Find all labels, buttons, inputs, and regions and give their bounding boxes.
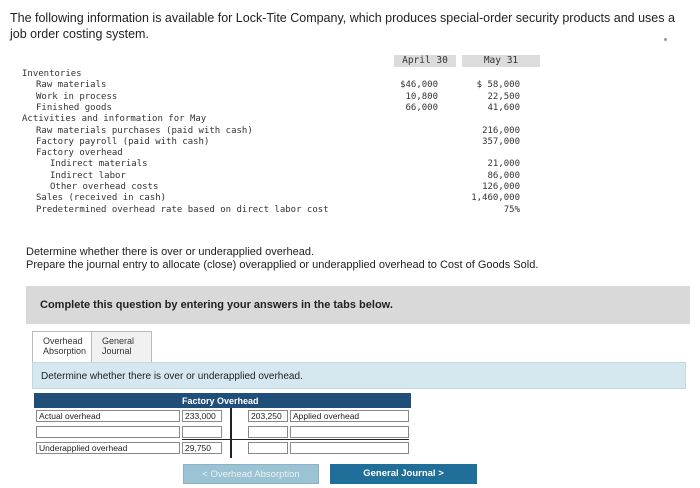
table-row-label: Sales (received in cash)	[36, 193, 167, 204]
table-row-label: Inventories	[22, 69, 82, 79]
page-marker-dot	[664, 38, 667, 41]
table-cell-may: 357,000	[482, 136, 520, 147]
table-cell-april: 66,000	[405, 102, 438, 113]
table-row-label: Work in process	[36, 91, 118, 102]
tab-overhead-absorption[interactable]	[32, 331, 92, 363]
t-account-title: Factory Overhead	[182, 396, 259, 406]
table-cell-april: 10,800	[405, 91, 438, 102]
table-row-label: Raw materials	[36, 80, 107, 91]
table-cell-may: 21,000	[487, 159, 520, 170]
problem-intro: The following information is available for Lock-Tite Company, which produces special-order security products and uses a job order costing system.	[10, 11, 675, 41]
tab-label-line1: Overhead	[43, 336, 83, 346]
tab-label-line1: General	[102, 336, 135, 346]
actual-overhead-label[interactable]: Actual overhead	[36, 410, 180, 422]
table-row-label: Finished goods	[36, 102, 112, 113]
table-row-label: Predetermined overhead rate based on direct labor cost	[36, 204, 329, 215]
empty-right-value[interactable]	[248, 426, 288, 438]
table-cell-may: 86,000	[487, 170, 520, 181]
underapplied-overhead-input[interactable]: 29,750	[182, 442, 222, 454]
table-cell-may: 75%	[503, 204, 520, 215]
table-row-label: Activities and information for May	[22, 114, 207, 125]
table-row-label: Other overhead costs	[50, 182, 159, 192]
table-cell-may: 41,600	[487, 102, 520, 113]
table-row-label: Factory payroll (paid with cash)	[36, 136, 210, 147]
col-header-april: April 30	[394, 55, 456, 67]
instructions-banner: Complete this question by entering your answers in the tabs below.	[26, 286, 690, 324]
prev-tab-button[interactable]: < Overhead Absorption	[183, 464, 319, 484]
table-cell-may: 216,000	[482, 125, 520, 136]
tab-general-journal[interactable]	[92, 331, 152, 363]
table-cell-may: 126,000	[482, 182, 520, 192]
task-line-2: Prepare the journal entry to allocate (close) overapplied or underapplied overhead to Cost of Goods Sold.	[26, 259, 539, 271]
table-row-label: Factory overhead	[36, 148, 123, 159]
tab-label-line2: Journal	[102, 346, 132, 356]
tab-bar	[32, 331, 152, 363]
factory-overhead-t-account	[34, 393, 411, 459]
underapplied-overhead-label[interactable]: Underapplied overhead	[36, 442, 180, 454]
empty-right-label[interactable]	[290, 426, 409, 438]
t-account-divider	[230, 408, 232, 458]
task-instructions	[26, 246, 626, 272]
empty-left-value[interactable]	[182, 426, 222, 438]
task-line-1: Determine whether there is over or underapplied overhead.	[26, 246, 314, 258]
next-tab-button[interactable]: General Journal >	[330, 464, 477, 484]
empty-left-label[interactable]	[36, 426, 180, 438]
question-panel: Determine whether there is over or underapplied overhead.	[32, 362, 686, 389]
empty-bottom-right-value[interactable]	[248, 442, 288, 454]
applied-overhead-label[interactable]: Applied overhead	[290, 410, 409, 422]
table-row-label: Indirect labor	[50, 170, 126, 181]
col-header-may: May 31	[462, 55, 540, 67]
t-account-total-line	[182, 439, 409, 440]
table-cell-may: $ 58,000	[476, 80, 520, 91]
table-row-label: Raw materials purchases (paid with cash)	[36, 125, 253, 136]
table-cell-april: $46,000	[400, 80, 438, 91]
applied-overhead-input[interactable]: 203,250	[248, 410, 288, 422]
tab-label-line2: Absorption	[43, 346, 87, 356]
empty-bottom-right-label[interactable]	[290, 442, 409, 454]
table-row-label: Indirect materials	[50, 159, 148, 170]
actual-overhead-input[interactable]: 233,000	[182, 410, 222, 422]
table-cell-may: 1,460,000	[471, 193, 520, 204]
table-cell-may: 22,500	[487, 91, 520, 102]
